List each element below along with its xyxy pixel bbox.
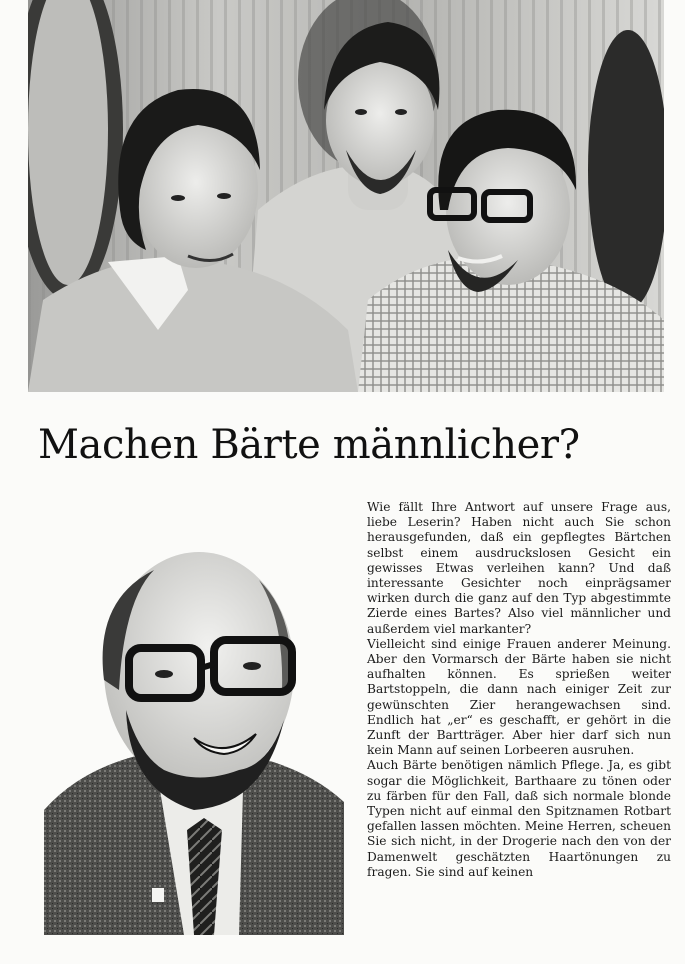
article-paragraph-1: Wie fällt Ihre Antwort auf unsere Frage aus, liebe Leserin? Haben nicht auch Sie schon herausgefunden, daß ein gepflegtes Bärtchen selbst einem ausdruckslosen Gesicht ein gewisses Etwas verleihen kann? Und daß interessante Gesichter noch einprägsamer wirken durch die ganz auf den Typ abgestimmte Zierde eines Bartes? Also viel männlicher und außerdem viel markanter? bbox=[367, 500, 671, 636]
top-photo-three-men bbox=[28, 0, 664, 392]
article-paragraph-3: Auch Bärte benötigen nämlich Pflege. Ja, es gibt sogar die Möglichkeit, Barthaare zu tönen oder zu färben für den Fall, daß sich normale blonde Typen nicht auf einmal den Spitznamen Rotbart gefallen lassen möchten. Meine Herren, scheuen Sie sich nicht, in der Drogerie nach den von der Damenwelt geschätzten Haartönungen zu fragen. Sie sind auf keinen bbox=[367, 758, 671, 879]
article-body bbox=[367, 500, 671, 880]
portrait-photo-bearded-man bbox=[44, 540, 344, 935]
three-men-photo-graphic bbox=[28, 0, 664, 392]
portrait-photo-graphic bbox=[44, 540, 344, 935]
article-paragraph-2: Vielleicht sind einige Frauen anderer Meinung. Aber den Vormarsch der Bärte haben sie nicht aufhalten können. Es sprießen weiter Bartstoppeln, die dann nach einiger Zeit zur gewünschten Zier herangewachsen sind. Endlich hat „er“ es geschafft, er gehört in die Zunft der Bartträger. Aber hier darf sich nun kein Mann auf seinen Lorbeeren ausruhen. bbox=[367, 636, 671, 758]
headline: Machen Bärte männlicher? bbox=[38, 422, 580, 468]
